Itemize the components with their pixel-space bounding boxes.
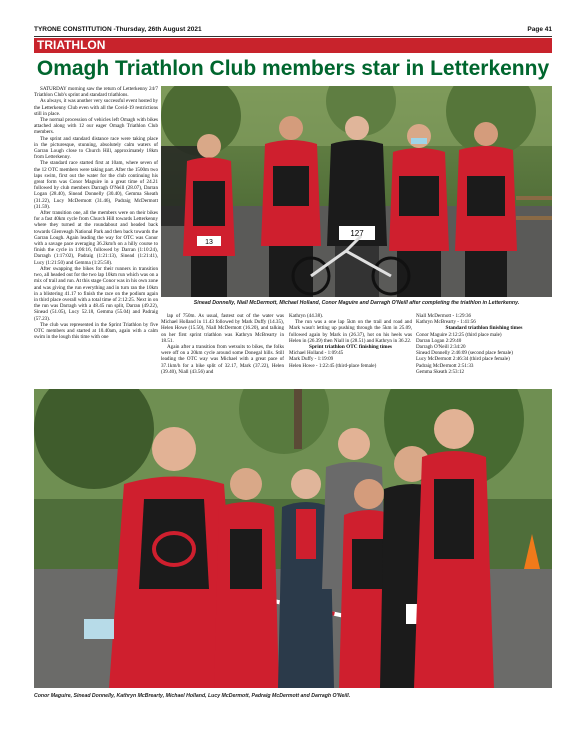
result-line: Mark Duffy - 1:19:09 <box>289 356 334 363</box>
paragraph: The club was represented in the Sprint Triathlon by five OTC members and started at 10.40am, again with a calm swim in the lough this time with one <box>34 321 158 341</box>
article-headline: Omagh Triathlon Club members star in Letterkenny <box>36 57 550 80</box>
team-photo-bottom-image <box>34 389 552 688</box>
result-line: Kathryn McBrearty - 1:41:56 <box>416 319 476 326</box>
team-photo-top <box>161 86 552 297</box>
paragraph: SATURDAY morning saw the return of Letterkenny 24/7 Triathlon Club's sprint and standard triathlons. <box>34 86 158 99</box>
team-photo-top-image <box>161 86 552 297</box>
paragraph: As always, it was another very successful event hosted by the Letterkenny Club even with all the Covid-19 restrictions still in place. <box>34 98 158 117</box>
article-column-1 <box>34 86 158 386</box>
article-column-2 <box>161 313 284 386</box>
section-banner: TRIATHLON <box>34 38 552 53</box>
photo-caption-bottom: Conor Maguire, Sinead Donnelly, Kathryn McBrearty, Michael Holland, Lucy McDermott, Padraig McDermott and Darragh O'Neill. <box>34 693 351 699</box>
result-line: Gemma Skeath 2:53:12 <box>416 368 465 375</box>
person-2 <box>261 116 321 297</box>
result-line: Helen Howe - 1:22:45 (third-place female) <box>289 362 377 369</box>
paragraph: The run was a one lap 5km on the trail and road and Mark wasn't letting up pushing through the 5km in 25.09, followed again by Mark in (26.37), hot on his heels was Helen in (26.39) then Niall in (28.51) and Kathryn in 36.22. <box>289 319 412 344</box>
page-number: Page 41 <box>527 26 552 33</box>
photo-caption-top: Sinead Donnelly, Niall McDermott, Michael Holland, Conor Maguire and Darragh O'Neill after completing the triathlon in Letterkenny. <box>193 300 520 306</box>
paragraph: The standard race started first at 10am, where seven of the 12 OTC members were taking part. After the 1500m two laps swim, first out the water for the club continuing his great form was Conor Maguire in a great time of 24.21 followed by club members Darragh O'Neill (28.07), Darran Logan (28.40), Sinead Donnelly (30.40), Gemma Skeath (31.22), Lucy McDermott (31.46), Padraig McDermott (31.59). <box>34 160 158 210</box>
paragraph: The normal procession of vehicles left Omagh with bikes attached along with 12 our eager Omagh Triathlon Club members. <box>34 117 158 136</box>
result-line: Sinead Donnelly 2:46:09 (second place female) <box>416 350 513 357</box>
result-line: Niall McDermott - 1:29:36 <box>416 313 472 319</box>
bib-number: 13 <box>205 239 213 246</box>
standard-results-heading: Standard triathlon finishing times <box>445 325 523 332</box>
article-column-3 <box>289 313 412 386</box>
sprint-results-heading: Sprint triathlon OTC finishing times <box>309 344 392 351</box>
masthead-bar <box>34 24 552 37</box>
result-line: Padraig McDermott 2:51:33 <box>416 362 474 369</box>
publication-line: TYRONE CONSTITUTION -Thursday, 26th August 2021 <box>34 26 202 33</box>
paragraph: The sprint and standard distance race were taking place in the picturesque, stunning, absolutely calm waters of Garran Lough close to Church Hill, approximately 18km from Letterkenny. <box>34 135 158 161</box>
result-line: Lucy McDermott 2:46:34 (third place female) <box>416 356 510 363</box>
paragraph: lap of 750m. As usual, fastest out of the water was Michael Holland in 11.43 followed by Mark Duffy (14.35), Helen Howe (15.50), Niall McDermott (16.20), and talking on her first sprint triathlon was Kathryn McBrearty in 18.51. <box>161 313 284 344</box>
result-line: Conor Maguire 2:12:25 (third place male) <box>416 331 502 338</box>
result-line: Darragh O'Neill 2:34:20 <box>416 344 466 351</box>
article-column-4 <box>416 313 552 386</box>
team-photo-bottom <box>34 389 552 688</box>
result-line: Darran Logan 2:29:40 <box>416 337 462 344</box>
paragraph: Again after a transition from wetsuits to bikes, the folks were off on a 20km cycle around some Donegal hills. Still leading the OTC way was Michael with a great pace of 37.1km/h for a bike split of 32.17, Mark (37.22), Helen (39.40), Niall (43.56) and <box>161 344 284 375</box>
result-line: Michael Holland - 1:09:45 <box>289 350 344 357</box>
paragraph: After swapping the bikes for their runners in transition two, all headed out for the two lap 10km run which was on a mix of trail and run. At this stage Conor was in his own zone and was giving the run everything and in turn ran the 10km in a blistering 41.17 to finish the race on the podium again in third place overall with a total time of 2:12:25. Next in on the run was Darragh with a 48.45 run split, Darran (49.22), Sinead (51.05), Lucy 52.18, Gemma (55.04) and Padraig (57.23). <box>34 265 158 322</box>
paragraph: After transition one, all the members were on their bikes for a fast 40km cycle from Church Hill towards Letterkenny where they turned at the roundabout and headed back towards Glenveagh National Park and then back towards the Garran Lough. Again leading the way for OTC was Conor with a savage pace averaging 36.2km/h on a hilly course to finish the cycle in 1:06:16, followed by Darran (1:10:24), Darragh (1:17:02), Padraig (1:21:13), Sinead (1:21:41), Lucy (1:21:50) and Gemma (1:25:50). <box>34 210 158 266</box>
bib-number: 127 <box>350 229 364 238</box>
paragraph: Kathryn (44.38). <box>289 313 324 319</box>
